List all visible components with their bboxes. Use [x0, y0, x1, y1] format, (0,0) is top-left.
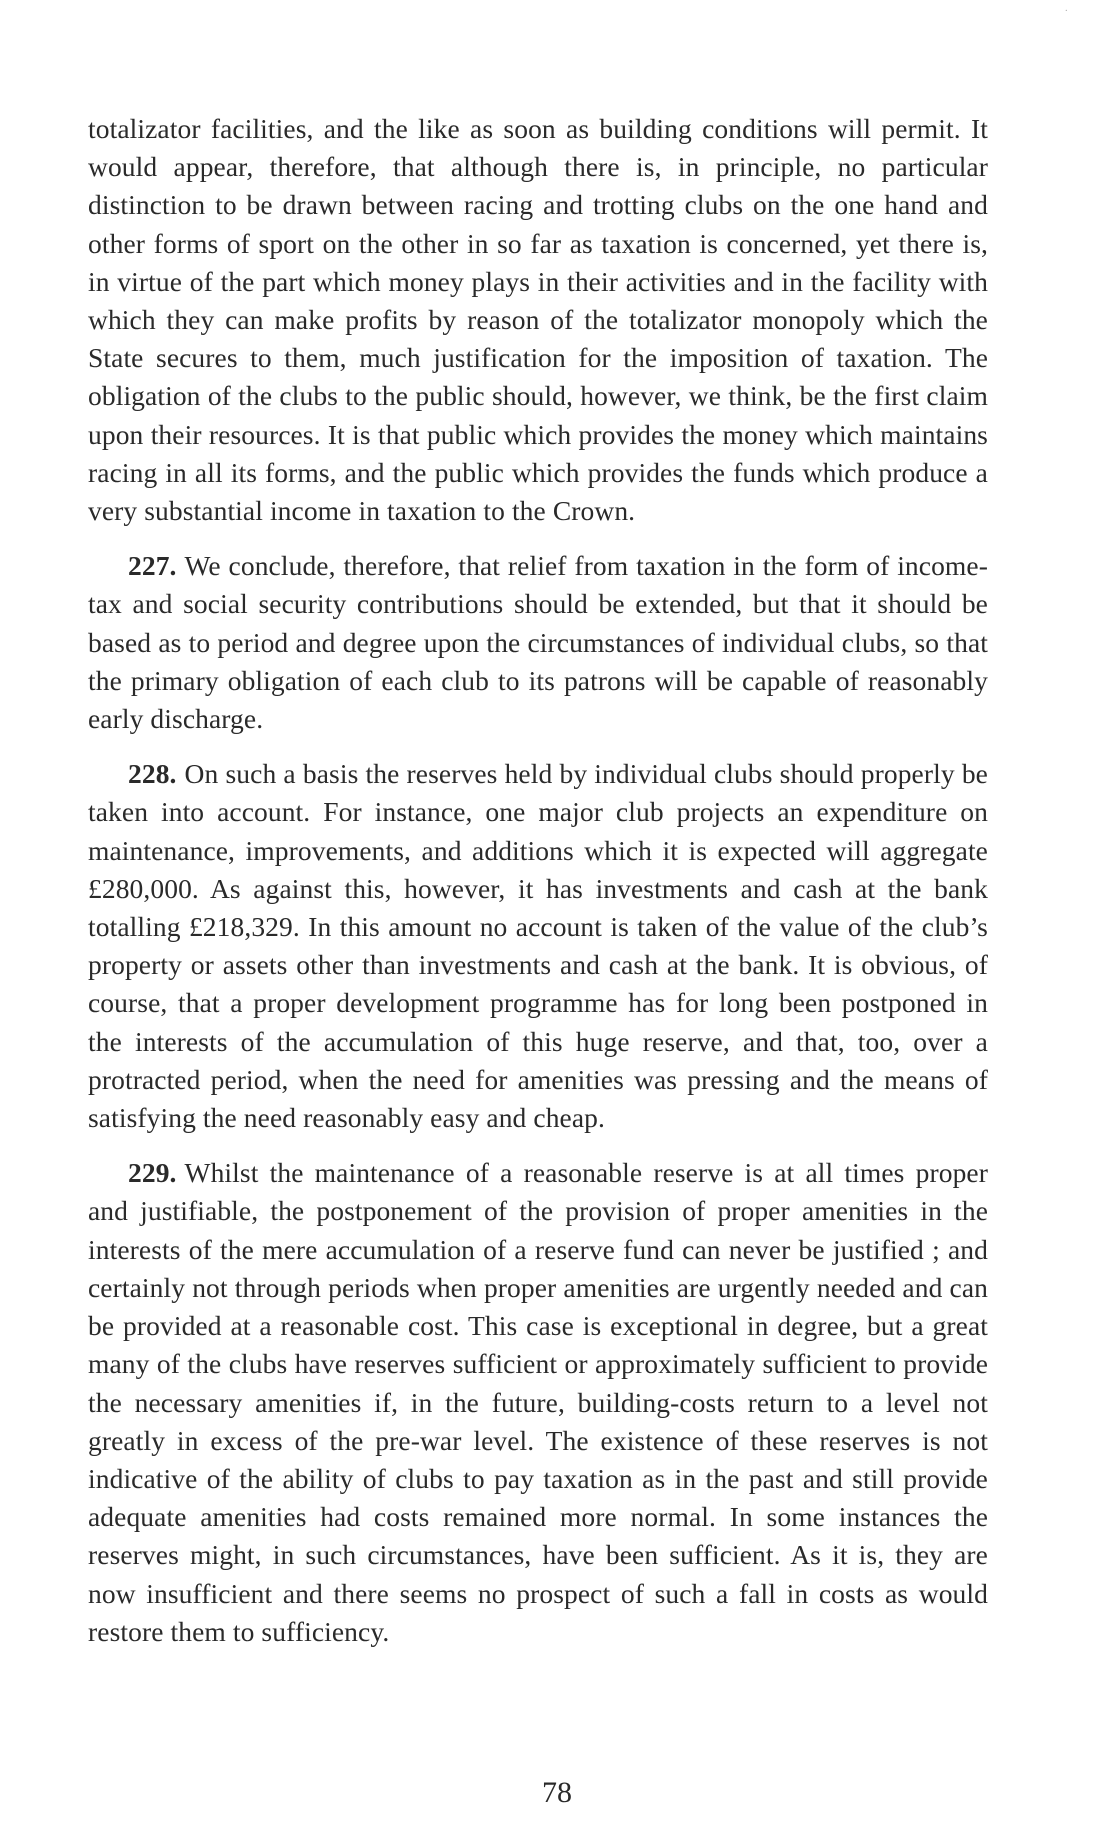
paragraph-text: totalizator facilities, and the like as soon as building conditions will permit. It would appear, therefore, that although there is, in principle, no particular distinction to be drawn between racing and trotting clubs on the one hand and other forms of sport on the other in so far as taxation is concerned, yet there is, in virtue of the part which money plays in their activities and in the facility with which they can make profits by reason of the totalizator monopoly which the State secures to them, much justification for the imposition of taxation. The obligation of the clubs to the public should, however, we think, be the first claim upon their resources. It is that public which provides the money which maintains racing in all its forms, and the public which provides the funds which produce a very substantial income in taxation to the Crown.	[88, 113, 988, 527]
paragraph-228	[88, 755, 988, 1137]
paragraph-227	[88, 547, 988, 738]
paragraph-number: 229.	[128, 1157, 177, 1189]
paragraph-continued	[88, 110, 988, 530]
page-number: 78	[542, 1776, 572, 1809]
paragraph-number: 227.	[128, 550, 177, 582]
paragraph-text: On such a basis the reserves held by individual clubs should properly be taken into account. For instance, one major club projects an expenditure on maintenance, improvements, and additions which it is expected will aggregate £280,000. As against this, however, it has investments and cash at the bank totalling £218,329. In this amount no account is taken of the value of the club’s property or assets other than investments and cash at the bank. It is obvious, of course, that a proper development programme has for long been postponed in the interests of the accumulation of this huge reserve, and that, too, over a protracted period, when the need for amenities was pressing and the means of satisfying the need reasonably easy and cheap.	[88, 758, 988, 1134]
paragraph-text: Whilst the maintenance of a reasonable reserve is at all times proper and justifiable, the postponement of the provision of proper amenities in the interests of the mere accumulation of a reserve fund can never be justified ; and certainly not through periods when proper amenities are urgently needed and can be provided at a reasonable cost. This case is exceptional in degree, but a great many of the clubs have reserves sufficient or approximately sufficient to provide the necessary amenities if, in the future, building-costs return to a level not greatly in excess of the pre-war level. The existence of these reserves is not indicative of the ability of clubs to pay taxation as in the past and still provide adequate amenities had costs remained more normal. In some instances the reserves might, in such circumstances, have been sufficient. As it is, they are now insufficient and there seems no prospect of such a fall in costs as would restore them to sufficiency.	[88, 1157, 988, 1647]
scan-mark: ·	[1064, 6, 1068, 17]
paragraph-number: 228.	[128, 758, 177, 790]
paragraph-text: We conclude, therefore, that relief from taxation in the form of income-tax and social security contributions should be extended, but that it should be based as to period and degree upon the circumstances of individual clubs, so that the primary obligation of each club to its patrons will be capable of reasonably early discharge.	[88, 550, 988, 735]
paragraph-229	[88, 1154, 988, 1651]
document-body	[88, 110, 988, 1651]
